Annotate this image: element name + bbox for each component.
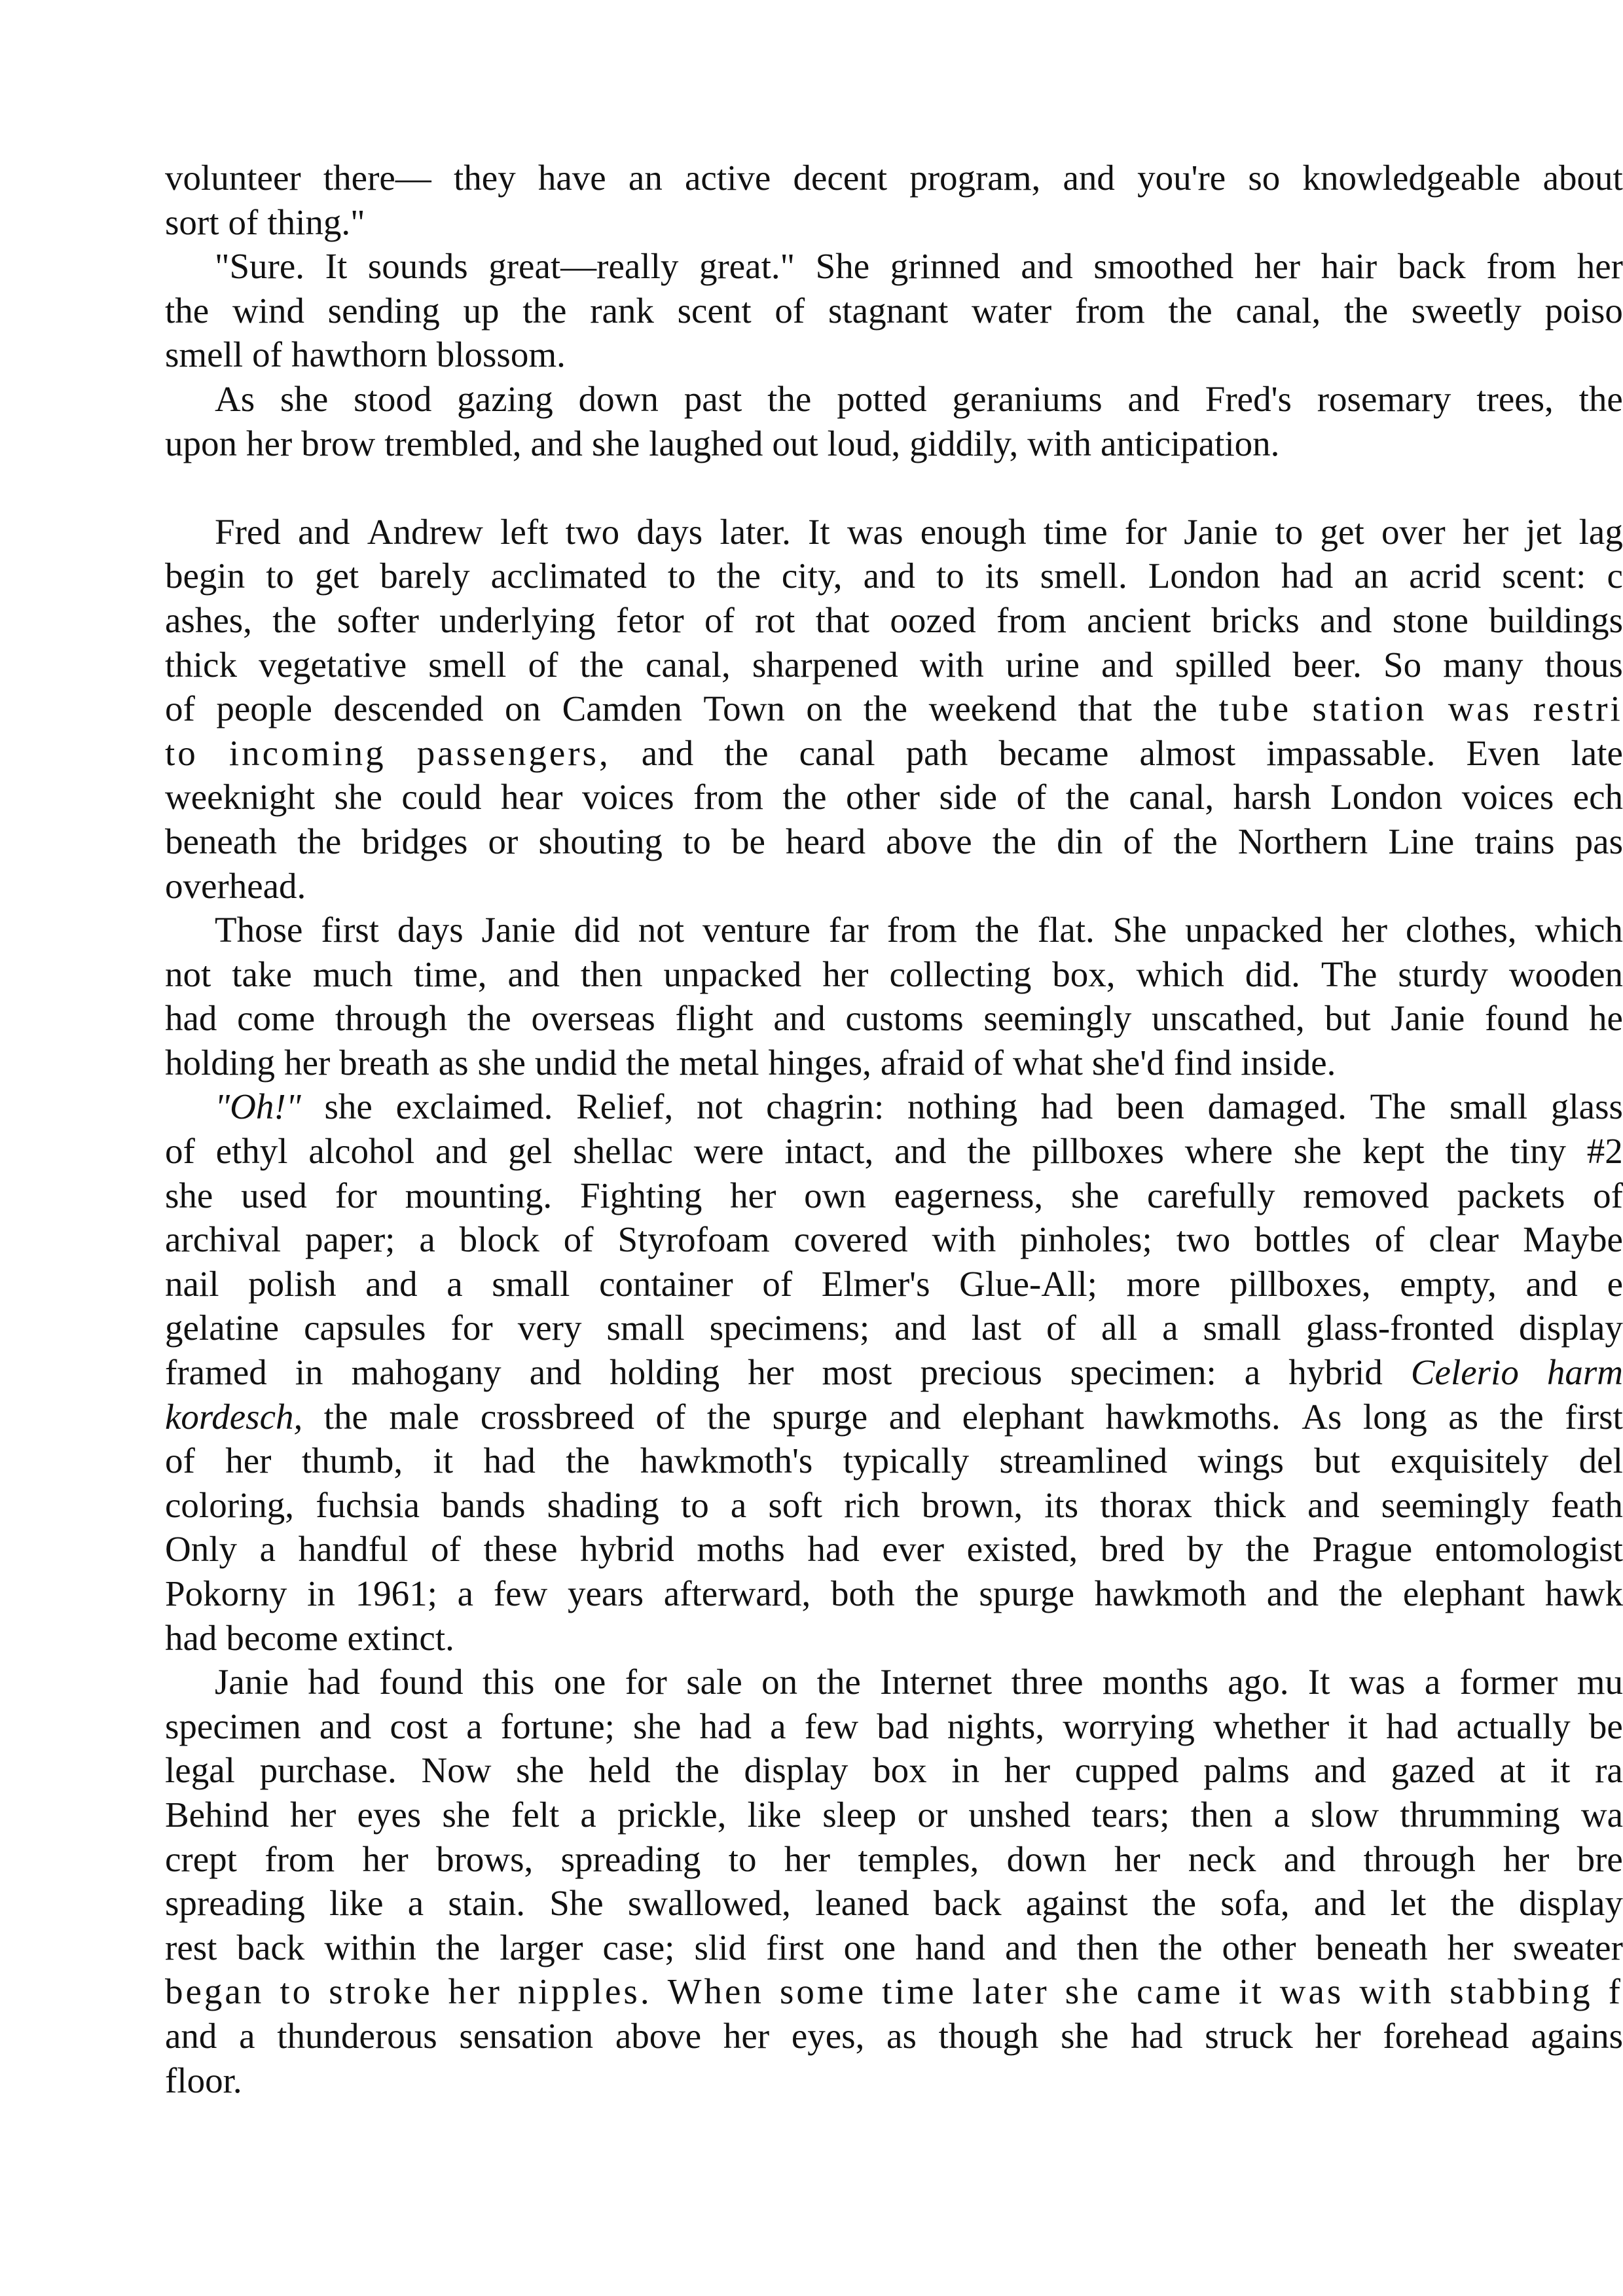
- text-line: of ethyl alcohol and gel shellac were intact, and the pillboxes where she kept the tiny #2: [165, 1131, 1623, 1172]
- text-line: overhead.: [165, 865, 306, 906]
- text-line: nail polish and a small container of Elmer's Glue-All; more pillboxes, empty, and e: [165, 1263, 1623, 1304]
- text-line: kordesch, the male crossbreed of the spurge and elephant hawkmoths. As long as the first: [165, 1396, 1623, 1437]
- text-line: crept from her brows, spreading to her temples, down her neck and through her bre: [165, 1839, 1623, 1879]
- text-line: weeknight she could hear voices from the other side of the canal, harsh London voices ech: [165, 777, 1623, 817]
- text-line: spreading like a stain. She swallowed, leaned back against the sofa, and let the display: [165, 1883, 1623, 1924]
- text-line: gelatine capsules for very small specimens; and last of all a small glass-fronted display: [165, 1308, 1623, 1348]
- text-line: ashes, the softer underlying fetor of rot that oozed from ancient bricks and stone buildings: [165, 600, 1623, 640]
- text-line: floor.: [165, 2060, 242, 2100]
- text-line: rest back within the larger case; slid first one hand and then the other beneath her sweater: [165, 1927, 1623, 1967]
- text-line: coloring, fuchsia bands shading to a soft rich brown, its thorax thick and seemingly feath: [165, 1484, 1623, 1525]
- document-page: [165, 156, 1623, 2276]
- text-line: upon her brow trembled, and she laughed out loud, giddily, with anticipation.: [165, 423, 1280, 463]
- text-line: volunteer there— they have an active decent program, and you're so knowledgeable about: [165, 158, 1623, 198]
- text-line: sort of thing.": [165, 202, 365, 242]
- text-line: had become extinct.: [165, 1617, 454, 1658]
- text-line: not take much time, and then unpacked her collecting box, which did. The sturdy wooden: [165, 954, 1623, 994]
- text-line: legal purchase. Now she held the display box in her cupped palms and gazed at it ra: [165, 1750, 1623, 1791]
- text-line: specimen and cost a fortune; she had a few bad nights, worrying whether it had actually be: [165, 1706, 1623, 1746]
- text-line: Behind her eyes she felt a prickle, like sleep or unshed tears; then a slow thrumming wa: [165, 1794, 1623, 1835]
- text-line: holding her breath as she undid the metal hinges, afraid of what she'd find inside.: [165, 1042, 1336, 1083]
- text-line: of her thumb, it had the hawkmoth's typically streamlined wings but exquisitely del: [165, 1441, 1623, 1481]
- text-line: Those first days Janie did not venture far from the flat. She unpacked her clothes, which: [215, 910, 1623, 950]
- text-line: to incoming passengers, and the canal path became almost impassable. Even late: [165, 732, 1623, 773]
- text-line: "Sure. It sounds great—really great." She grinned and smoothed her hair back from her: [215, 246, 1623, 287]
- text-line: "Oh!" she exclaimed. Relief, not chagrin: nothing had been damaged. The small glass: [215, 1086, 1623, 1127]
- text-line: smell of hawthorn blossom.: [165, 334, 566, 375]
- text-line: the wind sending up the rank scent of stagnant water from the canal, the sweetly poiso: [165, 290, 1623, 331]
- text-line: thick vegetative smell of the canal, sharpened with urine and spilled beer. So many thous: [165, 644, 1623, 685]
- text-line: Pokorny in 1961; a few years afterward, both the spurge hawkmoth and the elephant hawk: [165, 1573, 1623, 1613]
- text-line: began to stroke her nipples. When some time later she came it was with stabbing f: [165, 1971, 1623, 2012]
- text-line: of people descended on Camden Town on the weekend that the tube station was restri: [165, 689, 1623, 729]
- text-line: begin to get barely acclimated to the city, and to its smell. London had an acrid scent: c: [165, 556, 1623, 596]
- text-line: archival paper; a block of Styrofoam covered with pinholes; two bottles of clear Maybe: [165, 1219, 1623, 1260]
- text-line: beneath the bridges or shouting to be heard above the din of the Northern Line trains pas: [165, 821, 1623, 861]
- text-line: and a thunderous sensation above her eyes, as though she had struck her forehead agains: [165, 2015, 1623, 2056]
- text-line: Janie had found this one for sale on the Internet three months ago. It was a former mu: [215, 1662, 1623, 1702]
- text-line: she used for mounting. Fighting her own eagerness, she carefully removed packets of: [165, 1175, 1623, 1215]
- text-line: framed in mahogany and holding her most precious specimen: a hybrid Celerio harm: [165, 1352, 1623, 1393]
- text-line: As she stood gazing down past the potted geraniums and Fred's rosemary trees, the: [215, 378, 1623, 419]
- text-line: Only a handful of these hybrid moths had ever existed, bred by the Prague entomologist: [165, 1529, 1623, 1570]
- paragraph-break: [165, 465, 1623, 510]
- text-line: had come through the overseas flight and customs seemingly unscathed, but Janie found he: [165, 998, 1623, 1039]
- text-line: Fred and Andrew left two days later. It was enough time for Janie to get over her jet lag: [215, 511, 1623, 552]
